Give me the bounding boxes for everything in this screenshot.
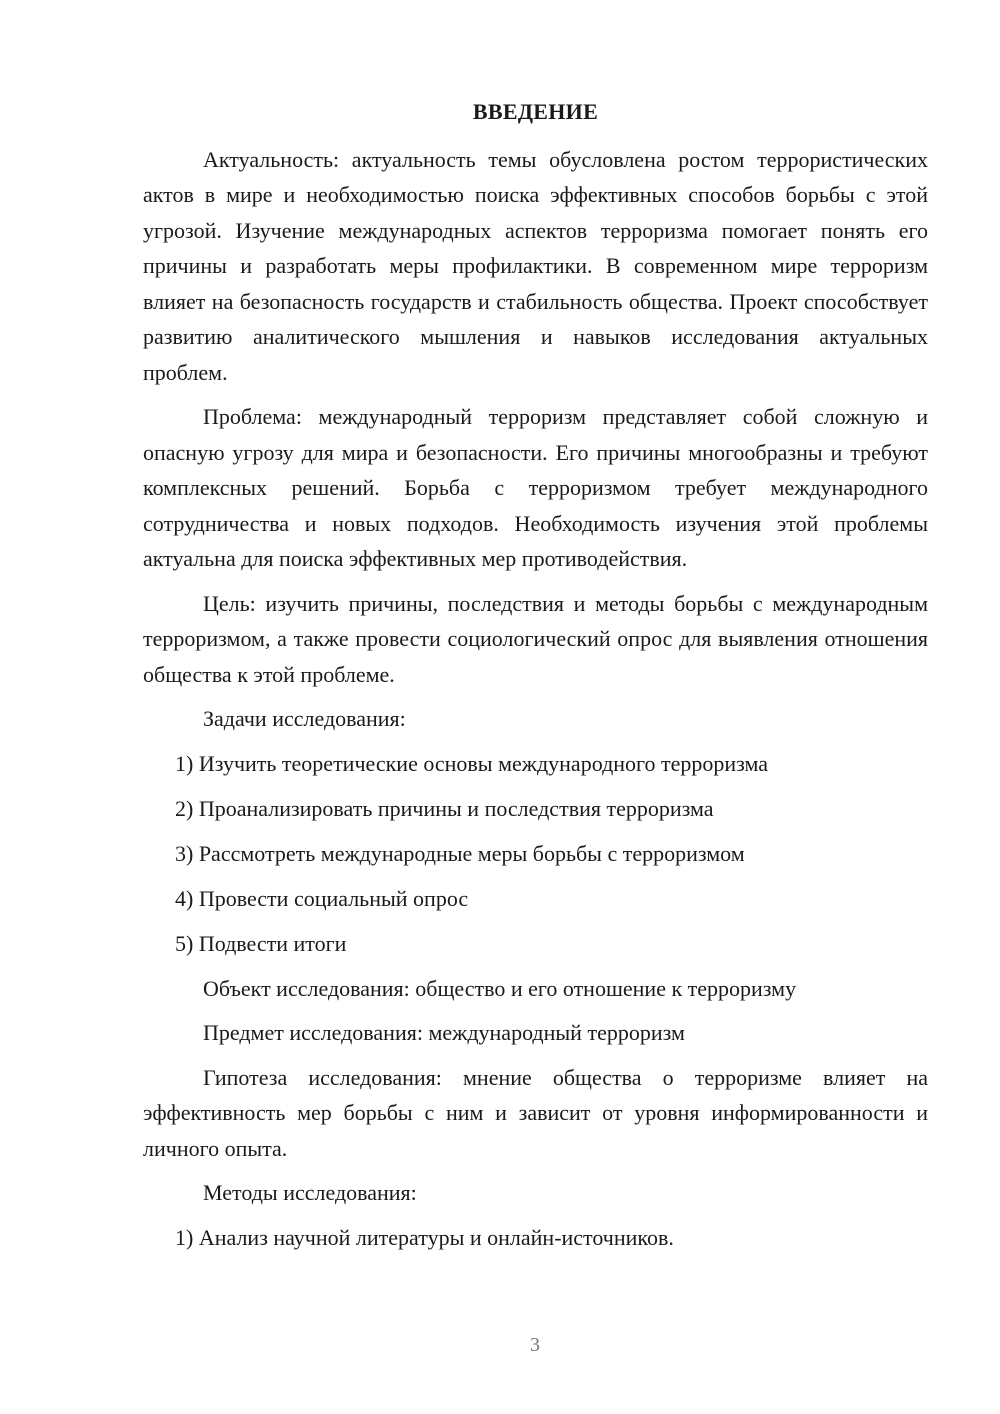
- subject-line: Предмет исследования: международный терроризм: [203, 1020, 685, 1045]
- task-item: 4) Провести социальный опрос: [175, 885, 469, 911]
- goal-paragraph: Цель: изучить причины, последствия и методы борьбы с международным терроризмом, а также провести социологический опрос для выявления отношения общества к этой проблеме.: [143, 590, 928, 687]
- task-item: 2) Проанализировать причины и последствия терроризма: [175, 795, 714, 821]
- method-item: 1) Анализ научной литературы и онлайн-источников.: [175, 1224, 674, 1250]
- hypothesis-paragraph: Гипотеза исследования: мнение общества о терроризме влияет на эффективность мер борьбы с ним и зависит от уровня информированности и личного опыта.: [143, 1064, 928, 1161]
- methods-heading: Методы исследования:: [203, 1180, 417, 1205]
- document-page: [143, 94, 928, 1265]
- task-item: 5) Подвести итоги: [175, 930, 347, 956]
- object-line: Объект исследования: общество и его отношение к терроризму: [203, 975, 797, 1001]
- relevance-paragraph: Актуальность: актуальность темы обусловлена ростом террористических актов в мире и необходимостью поиска эффективных способов борьбы с этой угрозой. Изучение международных аспектов терроризма помогает понять его причины и разработать меры профилактики. В современном мире терроризм влияет на безопасность государств и стабильность общества. Проект способствует развитию аналитического мышления и навыков исследования актуальных проблем.: [143, 146, 928, 385]
- task-item: 3) Рассмотреть международные меры борьбы с терроризмом: [175, 840, 745, 866]
- task-item: 1) Изучить теоретические основы международного терроризма: [175, 750, 769, 776]
- page-number: 3: [530, 1334, 540, 1356]
- problem-paragraph: Проблема: международный терроризм представляет собой сложную и опасную угрозу для мира и безопасности. Его причины многообразны и требуют комплексных решений. Борьба с терроризмом требует международного сотрудничества и новых подходов. Необходимость изучения этой проблемы актуальна для поиска эффективных мер противодействия.: [143, 404, 928, 571]
- tasks-heading: Задачи исследования:: [203, 706, 406, 731]
- section-title: ВВЕДЕНИЕ: [472, 99, 599, 124]
